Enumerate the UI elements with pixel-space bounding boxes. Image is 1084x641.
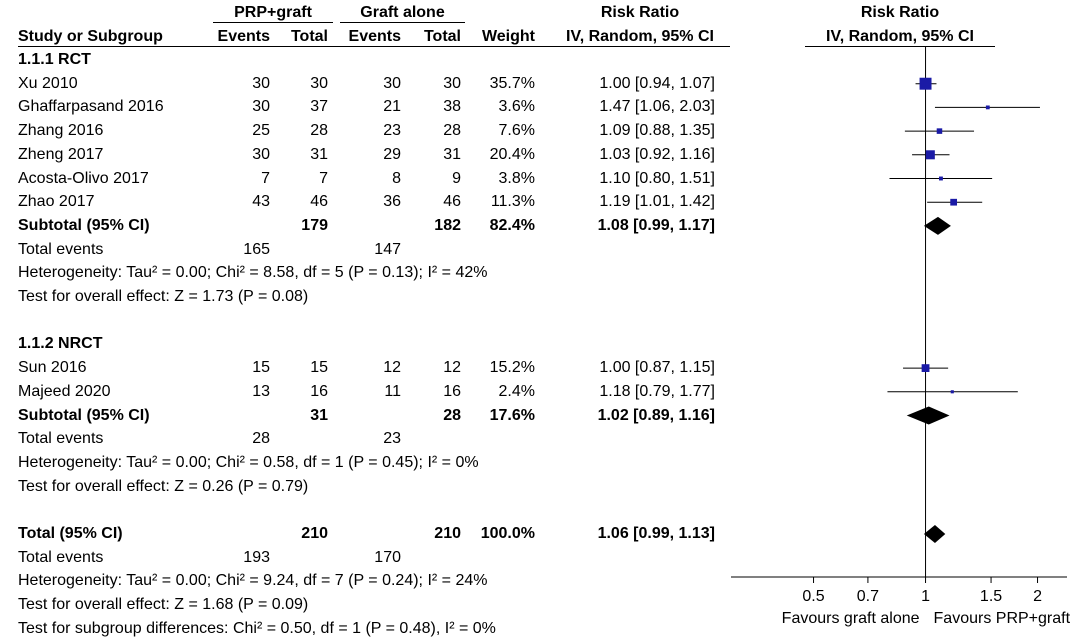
study-e2: 30 xyxy=(383,74,401,92)
subtotal-w: 82.4% xyxy=(489,216,535,234)
study-e2: 29 xyxy=(383,145,401,163)
study-e2: 21 xyxy=(383,98,401,116)
note-label: Heterogeneity: Tau² = 0.00; Chi² = 9.24, df = 7 (P = 0.24); I² = 24% xyxy=(18,572,488,590)
subtotal-t2: 28 xyxy=(443,406,461,424)
subtotal-ci: 1.08 [0.99, 1.17] xyxy=(597,216,715,234)
subtotal-label: Total (95% CI) xyxy=(18,525,123,542)
subtotal-label: Subtotal (95% CI) xyxy=(18,216,150,234)
study-e2: 11 xyxy=(384,382,401,400)
events-label: Total events xyxy=(18,240,104,258)
subtotal-w: 17.6% xyxy=(489,406,535,424)
col-total2: Total xyxy=(423,28,461,45)
study-t2: 28 xyxy=(443,122,461,140)
study-label: Zhang 2016 xyxy=(18,122,104,140)
study-t1: 28 xyxy=(310,122,328,140)
rr-column-title: Risk Ratio xyxy=(600,4,680,21)
study-square xyxy=(950,199,957,206)
subtotal-ci: 1.06 [0.99, 1.13] xyxy=(597,525,715,542)
subtotal-t2: 182 xyxy=(434,216,461,234)
favours-left-label: Favours graft alone xyxy=(781,610,920,627)
summary-diamond xyxy=(924,525,945,543)
group2-header: Graft alone xyxy=(360,4,445,21)
study-w: 15.2% xyxy=(489,359,535,377)
study-t1: 15 xyxy=(310,359,328,377)
study-e1: 43 xyxy=(252,193,270,211)
study-square xyxy=(937,128,943,134)
events-e1: 28 xyxy=(252,430,270,448)
study-e1: 13 xyxy=(252,382,270,400)
events-e1: 165 xyxy=(243,240,270,258)
subtotal-t1: 31 xyxy=(310,406,328,424)
study-label: Sun 2016 xyxy=(18,359,87,377)
study-square xyxy=(986,106,990,110)
note-label: Test for overall effect: Z = 1.68 (P = 0.09) xyxy=(18,596,309,614)
study-w: 2.4% xyxy=(498,382,535,400)
study-w: 11.3% xyxy=(490,193,535,211)
col-events2: Events xyxy=(348,28,401,45)
study-label: Zhao 2017 xyxy=(18,193,95,211)
study-square xyxy=(922,364,930,372)
study-e1: 30 xyxy=(252,74,270,92)
plot-subtitle: IV, Random, 95% CI xyxy=(826,28,974,45)
study-square xyxy=(920,78,932,90)
study-ci: 1.10 [0.80, 1.51] xyxy=(599,169,715,187)
study-e2: 8 xyxy=(392,169,401,187)
study-ci: 1.18 [0.79, 1.77] xyxy=(599,382,715,400)
col-total1: Total xyxy=(290,28,328,45)
group-label: 1.1.1 RCT xyxy=(18,51,91,68)
study-t1: 46 xyxy=(310,193,328,211)
x-tick-label: 2 xyxy=(1033,588,1042,605)
study-e1: 7 xyxy=(261,169,270,187)
subtotal-ci: 1.02 [0.89, 1.16] xyxy=(597,406,715,424)
study-t1: 37 xyxy=(310,98,328,116)
col-events1: Events xyxy=(217,28,270,45)
events-label: Total events xyxy=(18,548,104,566)
subtotal-t1: 179 xyxy=(301,216,328,234)
study-e2: 12 xyxy=(383,359,401,377)
study-square xyxy=(939,177,943,181)
note-label: Test for overall effect: Z = 0.26 (P = 0.79) xyxy=(18,477,309,495)
study-e1: 30 xyxy=(252,145,270,163)
study-t2: 12 xyxy=(443,359,461,377)
study-t2: 38 xyxy=(443,98,461,116)
study-t2: 31 xyxy=(443,145,461,163)
plot-title: Risk Ratio xyxy=(860,4,940,21)
study-e1: 15 xyxy=(252,359,270,377)
study-t1: 7 xyxy=(319,169,328,187)
study-t1: 16 xyxy=(310,382,328,400)
study-label: Xu 2010 xyxy=(18,74,78,92)
group1-header: PRP+graft xyxy=(234,4,312,21)
study-e1: 25 xyxy=(252,122,270,140)
events-label: Total events xyxy=(18,430,104,448)
col-weight: Weight xyxy=(481,28,535,45)
study-t1: 30 xyxy=(310,74,328,92)
study-t2: 16 xyxy=(443,382,461,400)
x-tick-label: 1 xyxy=(921,588,930,605)
note-label: Heterogeneity: Tau² = 0.00; Chi² = 0.58, df = 1 (P = 0.45); I² = 0% xyxy=(18,453,479,471)
summary-diamond xyxy=(907,407,950,425)
study-w: 20.4% xyxy=(489,145,535,163)
subtotal-label: Subtotal (95% CI) xyxy=(18,406,150,424)
note-label: Test for overall effect: Z = 1.73 (P = 0.08) xyxy=(18,288,309,305)
study-ci: 1.00 [0.87, 1.15] xyxy=(599,359,715,377)
study-e1: 30 xyxy=(252,98,270,116)
study-w: 3.6% xyxy=(498,98,535,116)
study-ci: 1.00 [0.94, 1.07] xyxy=(599,74,715,92)
study-t2: 46 xyxy=(443,193,461,211)
study-t2: 30 xyxy=(443,74,461,92)
events-e2: 170 xyxy=(374,548,401,566)
x-tick-label: 0.5 xyxy=(802,588,825,605)
summary-diamond xyxy=(924,217,951,235)
note-label: Test for subgroup differences: Chi² = 0.50, df = 1 (P = 0.48), I² = 0% xyxy=(18,619,496,637)
study-square xyxy=(951,390,954,393)
x-tick-label: 0.7 xyxy=(856,588,880,605)
rr-column-subtitle: IV, Random, 95% CI xyxy=(566,28,714,45)
study-ci: 1.19 [1.01, 1.42] xyxy=(599,193,715,211)
study-t1: 31 xyxy=(310,145,328,163)
subtotal-t2: 210 xyxy=(434,525,461,542)
group-label: 1.1.2 NRCT xyxy=(18,335,103,353)
study-label: Acosta-Olivo 2017 xyxy=(18,169,149,187)
favours-right-label: Favours PRP+graft xyxy=(933,610,1071,627)
study-ci: 1.09 [0.88, 1.35] xyxy=(599,122,715,140)
study-label: Zheng 2017 xyxy=(18,145,104,163)
study-ci: 1.03 [0.92, 1.16] xyxy=(599,145,715,163)
study-e2: 23 xyxy=(383,122,401,140)
study-label: Ghaffarpasand 2016 xyxy=(18,98,164,116)
subtotal-w: 100.0% xyxy=(480,525,535,542)
study-label: Majeed 2020 xyxy=(18,382,111,400)
x-tick-label: 1.5 xyxy=(979,588,1003,605)
study-w: 3.8% xyxy=(498,169,535,187)
study-e2: 36 xyxy=(383,193,401,211)
study-w: 7.6% xyxy=(498,122,535,140)
subtotal-t1: 210 xyxy=(301,525,328,542)
events-e2: 147 xyxy=(374,240,401,258)
col-study: Study or Subgroup xyxy=(18,28,163,45)
study-square xyxy=(926,150,935,159)
events-e2: 23 xyxy=(383,430,401,448)
note-label: Heterogeneity: Tau² = 0.00; Chi² = 8.58, df = 5 (P = 0.13); I² = 42% xyxy=(18,264,488,282)
study-ci: 1.47 [1.06, 2.03] xyxy=(599,98,715,116)
study-t2: 9 xyxy=(452,169,461,187)
study-w: 35.7% xyxy=(489,74,535,92)
events-e1: 193 xyxy=(243,548,270,566)
